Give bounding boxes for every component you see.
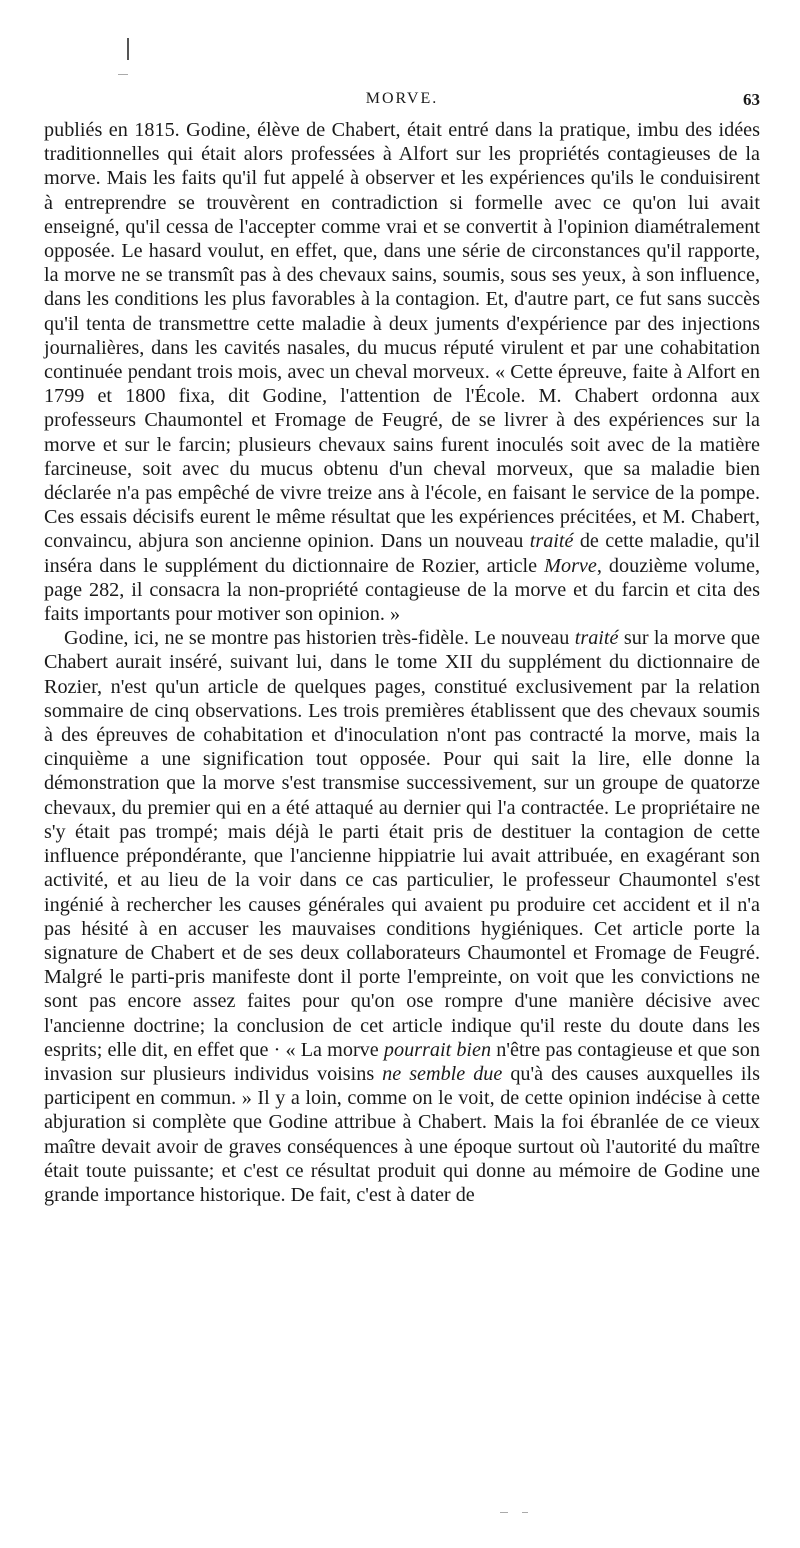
italic-word: Morve [544, 554, 597, 577]
paragraph [44, 118, 760, 626]
text-segment: publiés en 1815. Godine, élève de Chabert, était entré dans la pratique, imbu des idées traditionnelles qui était alors professées à Alfort sur les propriétés contagieuses de la morve. Mais les faits qu'il fut appelé à observer et les expériences qu'ils le conduisirent à entreprendre se trouvèrent en contradiction si formelle avec ce qu'on lui avait enseigné, qu'il cessa de l'accepter comme vrai et se convertit à l'opinion diamétralement opposée. Le hasard voulut, en effet, que, dans une série de circonstances qu'il rapporte, la morve ne se transmît pas à des chevaux sains, soumis, sous ses yeux, à son influence, dans les conditions les plus favorables à la contagion. Et, d'autre part, ce fut sans succès qu'il tenta de transmettre cette maladie à deux juments d'expérience par des injections journalières, dans les cavités nasales, du mucus réputé virulent et par une cohabitation continuée pendant trois mois, avec un cheval morveux. « Cette épreuve, faite à Alfort en 1799 et 1800 fixa, dit Godine, l'attention de l'École. M. Chabert ordonna aux professeurs Chaumontel et Fromage de Feugré, de se livrer à des expériences sur la morve et sur le farcin; plusieurs chevaux sains furent inoculés soit avec de la matière farcineuse, soit avec du mucus obtenu d'un cheval morveux, que sa maladie bien déclarée n'a pas empêché de vivre treize ans à l'école, en faisant le service de la pompe. Ces essais décisifs eurent le même résultat que les expériences précitées, et M. Chabert, convaincu, abjura son ancienne opinion. Dans un nouveau [44, 119, 760, 553]
italic-phrase: ne semble due [382, 1062, 503, 1085]
margin-pencil-mark [127, 38, 129, 60]
text-segment: de cette maladie, qu'il inséra dans le supplément du dictionnaire de Rozier, article [44, 530, 760, 577]
body-text [44, 118, 760, 1207]
text-segment: Godine, ici, ne se montre pas historien très-fidèle. Le nouveau [64, 627, 575, 650]
italic-word: traité [574, 627, 619, 650]
margin-pencil-dash [118, 74, 128, 75]
italic-word: traité [529, 530, 574, 553]
text-segment: sur la morve que Chabert aurait inséré, suivant lui, dans le tome XII du supplément du dictionnaire de Rozier, n'est qu'un article de quelques pages, constitué exclusivement par la relation sommaire de cinq observations. Les trois premières établissent que des chevaux soumis à des épreuves de cohabitation et d'inoculation n'ont pas contracté la morve, mais la cinquième a une signification tout opposée. Pour qui sait la lire, elle donne la démonstration que la morve s'est transmise successivement, sur un groupe de quatorze chevaux, du premier qui en a été attaqué au dernier qui l'a contractée. Le propriétaire ne s'y était pas trompé; mais déjà le parti était pris de destituer la contagion de cette influence prépondérante, que l'ancienne hippiatrie lui avait attribuée, en exagérant son activité, et au lieu de la voir dans ce cas particulier, le professeur Chaumontel s'est ingénié à rechercher les causes générales qui avaient pu produire cet accident et il n'a pas hésité à en accuser les mauvaises conditions hygiéniques. Cet article porte la signature de Chabert et de ses deux collaborateurs Chaumontel et Fromage de Feugré. Malgré le parti-pris manifeste dont il porte l'empreinte, on voit que les convictions ne sont pas encore assez faites pour qu'on ose rompre d'une manière décisive avec l'ancienne doctrine; la conclusion de cet article indique qu'il reste du doute dans les esprits; elle dit, en effet que · « La morve [44, 627, 760, 1061]
text-segment: , douzième volume, page 282, il consacra la non-propriété contagieuse de la morve et du farcin et cita des faits importants pour motiver son opinion. » [44, 554, 761, 626]
bottom-smudge [522, 1512, 528, 1513]
bottom-smudge [500, 1512, 508, 1513]
running-head [44, 90, 760, 114]
text-segment: qu'à des causes auxquelles ils participent en commun. » Il y a loin, comme on le voit, de cette opinion indécise à cette abjuration si complète que Godine attribue à Chabert. Mais la foi ébranlée de ce vieux maître devait avoir de graves conséquences à une époque surtout où l'autorité du maître était toute puissante; et c'est ce résultat produit qui donne au mémoire de Godine une grande importance historique. De fait, c'est à dater de [44, 1062, 760, 1206]
text-segment: n'être pas contagieuse et que son invasion sur plusieurs individus voisins [44, 1038, 760, 1085]
running-title: MORVE. [365, 90, 439, 107]
paragraph [44, 626, 760, 1207]
italic-phrase: pourrait bien [383, 1038, 492, 1061]
page-number: 63 [743, 90, 760, 109]
